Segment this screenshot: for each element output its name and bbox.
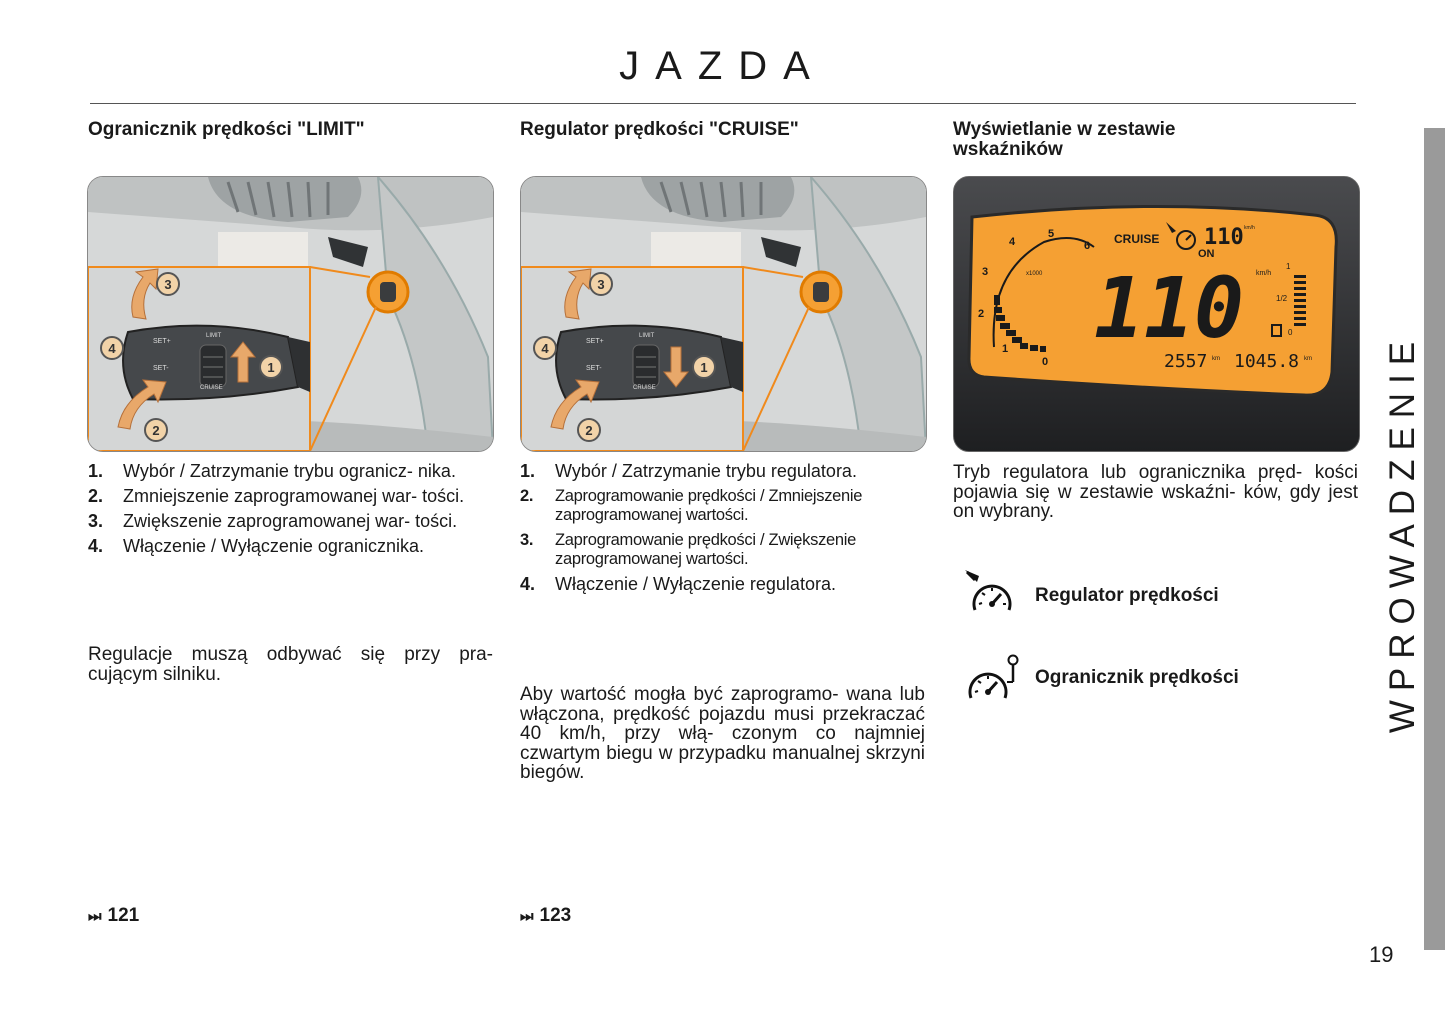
callout-4: 4 [541,341,549,356]
list-item [88,487,493,506]
column-cruise [520,120,925,140]
legend-limiter-label: Ogranicznik prędkości [1035,667,1239,688]
item-text: Wybór / Zatrzymanie trybu regulatora. [555,461,857,481]
limiter-note: Regulacje muszą odbywać się przy pra- cującym silniku. [88,644,493,685]
item-number: 2. [520,487,534,505]
skip-forward-icon: ⏭ [88,908,102,925]
rpm-tick-6: 6 [1084,240,1091,252]
limiter-page-ref[interactable] [88,905,139,927]
stalk-label-cruise: CRUISE [633,385,656,391]
callout-2: 2 [585,423,593,438]
stalk-label-cruise: CRUISE [200,385,223,391]
lcd-odo-unit: km [1304,356,1312,362]
rpm-tick-2: 2 [978,308,985,320]
item-number: 1. [88,461,104,481]
cruise-list [520,462,925,600]
column-limiter [88,120,493,140]
limiter-stalk-illustration [87,176,494,452]
rpm-tick-4: 4 [1009,236,1016,248]
fuel-tick-empty: 0 [1288,328,1293,337]
stalk-label-setminus: SET- [586,365,602,372]
item-text: Zaprogramowanie prędkości / Zwiększenie zaprogramowanej wartości. [555,531,857,568]
ref-page-number: 121 [107,905,140,926]
section-tab-text: WPROWADZENIE [1383,332,1422,733]
legend-limiter [963,652,1239,711]
fuel-tick-full: 1 [1286,262,1291,271]
skip-forward-icon: ⏭ [520,908,534,925]
stalk-label-setminus: SET- [153,365,169,372]
lcd-mode: CRUISE [1114,232,1160,246]
item-number: 2. [88,486,104,506]
speed-limiter-icon [963,652,1023,706]
list-item [520,575,925,594]
cruise-page-ref[interactable] [520,905,571,927]
limiter-list [88,462,493,562]
item-text: Zaprogramowanie prędkości / Zmniejszenie zaprogramowanej wartości. [555,487,863,524]
callout-3: 3 [597,277,605,292]
lcd-odometer: 1045.8 [1234,351,1300,372]
fuel-tick-half: 1/2 [1276,294,1288,303]
header-rule [90,103,1356,104]
list-item [520,531,925,569]
rpm-tick-5: 5 [1048,228,1055,240]
legend-cruise-label: Regulator prędkości [1035,585,1219,606]
list-item [520,487,925,525]
item-text: Zmniejszenie zaprogramowanej war- tości. [123,486,465,506]
lcd-set-unit: km/h [1244,225,1255,231]
page-title: JAZDA [619,44,826,88]
callout-1: 1 [267,360,275,375]
item-text: Włączenie / Wyłączenie regulatora. [555,574,836,594]
cruise-heading: Regulator prędkości "CRUISE" [520,119,799,140]
section-tab-label [1383,310,1422,755]
list-item [520,462,925,481]
lcd-set-speed: 110 [1204,225,1244,250]
list-item [88,512,493,531]
display-description: Tryb regulatora lub ogranicznika pręd- kości pojawia się w zestawie wskaźni- ków, gdy jest on wybrany. [953,462,1358,522]
lcd-trip: 2557 [1164,351,1208,372]
rpm-tick-1: 1 [1002,343,1009,355]
display-heading: Wyświetlanie w zestawie wskaźników [953,119,1176,160]
stalk-label-limit: LIMIT [639,333,655,339]
callout-2: 2 [152,423,160,438]
cruise-control-icon [963,568,1015,622]
limiter-heading: Ogranicznik prędkości "LIMIT" [88,119,365,140]
lcd-status: ON [1198,248,1215,260]
cruise-note: Aby wartość mogła być zaprogramo- wana lub włączona, prędkość pojazdu musi przekraczać 40 km/h, przy włą- czonym co najmniej czwartym biegu w przypadku manualnej skrzyni biegów. [520,684,925,783]
item-text: Zwiększenie zaprogramowanej war- tości. [123,511,458,531]
ref-page-number: 123 [539,905,572,926]
rpm-unit-label: x1000 [1026,271,1043,277]
lcd-speed-unit: km/h [1256,270,1272,277]
stalk-label-limit: LIMIT [206,333,222,339]
callout-1: 1 [700,360,708,375]
item-number: 3. [520,531,534,549]
rpm-tick-0: 0 [1042,356,1049,368]
stalk-label-setplus: SET+ [153,338,171,345]
item-number: 3. [88,511,104,531]
item-text: Włączenie / Wyłączenie ogranicznika. [123,536,424,556]
lcd-speed: 110 [1094,259,1244,357]
item-text: Wybór / Zatrzymanie trybu ogranicz- nika. [123,461,456,481]
list-item [88,462,493,481]
legend-cruise [963,568,1219,627]
callout-3: 3 [164,277,172,292]
callout-4: 4 [108,341,116,356]
lcd-trip-unit: km [1212,356,1220,362]
list-item [88,537,493,556]
item-number: 4. [520,574,536,594]
instrument-cluster-illustration [953,176,1360,452]
cruise-stalk-illustration [520,176,927,452]
item-number: 1. [520,461,536,481]
item-number: 4. [88,536,104,556]
page-number: 19 [1369,942,1394,967]
rpm-tick-3: 3 [982,266,989,278]
section-tab-bar [1424,128,1445,950]
stalk-label-setplus: SET+ [586,338,604,345]
column-display [953,120,1253,160]
